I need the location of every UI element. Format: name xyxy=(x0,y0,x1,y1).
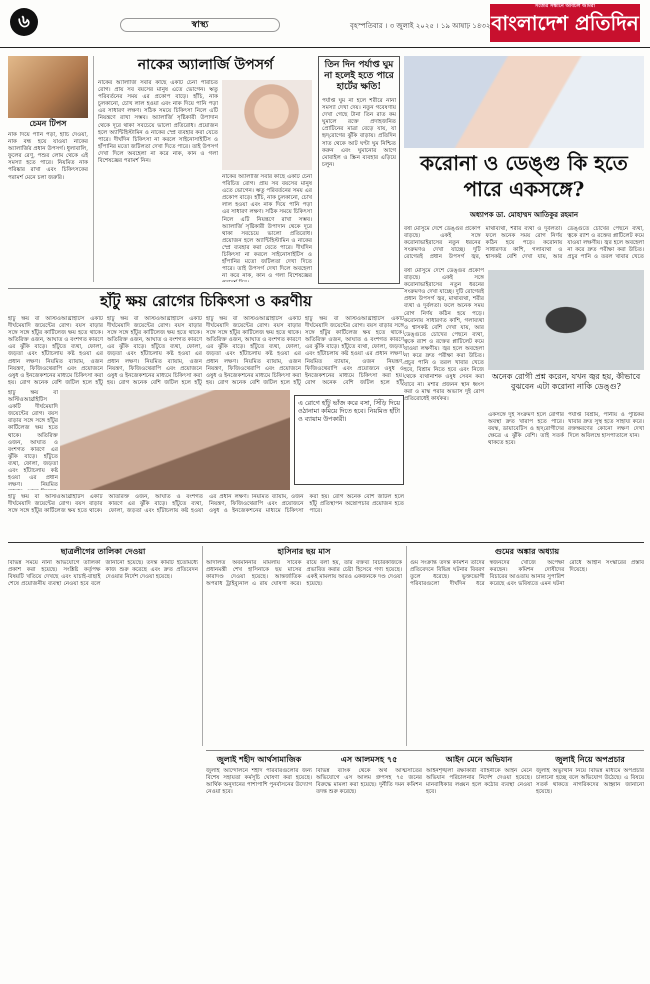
knee-body-text-3: হাঁটু ক্ষয় বা অস্টিওআর্থ্রাইটিস একটি দীর্ঘমেয়াদি জয়েন্টের রোগ। বয়স বাড়ার সঙ্গে সঙ্গে হাঁটুর কার্টিলেজ ক্ষয় হতে থাকে। অতিরিক্ত ওজন, আঘাত ও বংশগত কারণে এর ঝুঁকি বাড়ে। হাঁটুতে ব্যথা, ফোলা, জড়তা এবং হাঁটাচলায় কষ্ট হওয়া এর প্রধান লক্ষণ। নিয়মিত ব্যায়াম, ওজন নিয়ন্ত্রণ, ফিজিওথেরাপি এবং প্রয়োজনে ওষুধ ও ইনজেকশনের মাধ্যমে চিকিৎসা করা হয়। রোগ অনেক বেশি জটিল হলে হাঁটু xyxy=(206,316,301,386)
bottom-mid-text: আদালত অবমাননার মামলায় সাবেক প্রধানমন্ত্রী শেখ হাসিনাকে ছয় মাসের কারাদণ্ড দেওয়া হয়েছে। আন্তর্জাতিক অপরাধ ট্রাইব্যুনাল এ রায় ঘোষণা করে। রায়ে বলা হয়, তাঁর বক্তব্য বিচারকাজকে প্রভাবিত করার চেষ্টা হিসেবে গণ্য হয়েছে। একই মামলায় আরও একজনকে দণ্ড দেওয়া হয়েছে। xyxy=(206,560,402,588)
col4-text: জুলাই অভ্যুত্থান নিয়ে বিভিন্ন মাধ্যমে অপপ্রচার চালানো হচ্ছে বলে অভিযোগ উঠেছে। এ বিষয়ে সতর্ক থাকতে নাগরিকদের আহ্বান জানানো হয়েছে। xyxy=(536,768,644,796)
bottom-left-headline: ছাত্রলীগের তালিকা দেওয়া xyxy=(60,546,146,556)
knee-body-text-2: হাঁটু ক্ষয় বা অস্টিওআর্থ্রাইটিস একটি দীর্ঘমেয়াদি জয়েন্টের রোগ। বয়স বাড়ার সঙ্গে সঙ্গে হাঁটুর কার্টিলেজ ক্ষয় হতে থাকে। অতিরিক্ত ওজন, আঘাত ও বংশগত কারণে এর ঝুঁকি বাড়ে। হাঁটুতে ব্যথা, ফোলা, জড়তা এবং হাঁটাচলায় কষ্ট হওয়া এর প্রধান লক্ষণ। নিয়মিত ব্যায়াম, ওজন নিয়ন্ত্রণ, ফিজিওথেরাপি এবং প্রয়োজনে ওষুধ ও ইনজেকশনের মাধ্যমে চিকিৎসা করা হয়। রোগ অনেক বেশি জটিল হলে হাঁটু xyxy=(107,316,202,386)
masthead-title: বাংলাদেশ প্রতিদিন xyxy=(491,11,639,35)
sleep-body-text: পর্যাপ্ত ঘুম না হলে শরীরে নানা সমস্যা দেখা দেয়। নতুন গবেষণায় দেখা গেছে টানা তিন রাত কম ঘুমালে রক্তে প্রদাহজনিত প্রোটিনের মাত্রা বেড়ে যায়, যা হৃদ্‌রোগের ঝুঁকি বাড়ায়। প্রতিদিন সাত থেকে আট ঘণ্টা ঘুম নিশ্চিত করুন এবং ঘুমানোর আগে মোবাইল ও স্ক্রিন ব্যবহার এড়িয়ে চলুন। xyxy=(322,98,396,168)
dengue-body-col-2: একসঙ্গে দুই সংক্রমণ হলে রোগীর অবস্থা দ্রুত খারাপ হতে পারে। বয়স্ক, ডায়াবেটিস ও হৃদ্‌রোগীদের ক্ষেত্রে এ ঝুঁকি বেশি। তাই সতর্ক থাকতে হবে। xyxy=(488,412,564,447)
knee-body-text-5: হাঁটু ক্ষয় বা অস্টিওআর্থ্রাইটিস একটি দীর্ঘমেয়াদি জয়েন্টের রোগ। বয়স বাড়ার সঙ্গে সঙ্গে হাঁটুর কার্টিলেজ ক্ষয় হতে থাকে। অতিরিক্ত ওজন, আঘাত ও বংশগত কারণে এর ঝুঁকি বাড়ে। হাঁটুতে ব্যথা, ফোলা, জড়তা এবং হাঁটাচলায় কষ্ট হওয়া এর প্রধান লক্ষণ। নিয়মিত xyxy=(8,390,58,489)
knee-quote-text: এ রোগে হাঁটু ভাঁজ করে বসা, সিঁড়ি দিয়ে ওঠানামা কমিয়ে দিতে হবে। নিয়মিত হাঁটা ও ব্যায়াম উপকারী। xyxy=(298,399,400,423)
knee-pull-quote xyxy=(294,395,404,485)
allergy-photo xyxy=(8,56,88,118)
knee-body-text-6: হাঁটু ক্ষয় বা অস্টিওআর্থ্রাইটিস একটি দীর্ঘমেয়াদি জয়েন্টের রোগ। বয়স বাড়ার সঙ্গে সঙ্গে হাঁটুর কার্টিলেজ ক্ষয় হতে থাকে। অতিরিক্ত ওজন, আঘাত ও বংশগত কারণে এর ঝুঁকি বাড়ে। হাঁটুতে ব্যথা, ফোলা, জড়তা এবং হাঁটাচলায় কষ্ট হওয়া এর প্রধান লক্ষণ। নিয়মিত ব্যায়াম, ওজন নিয়ন্ত্রণ, ফিজিওথেরাপি এবং প্রয়োজনে ওষুধ ও ইনজেকশনের মাধ্যমে চিকিৎসা করা হয়। রোগ অনেক বেশি জটিল হলে হাঁটু প্রতিস্থাপন অস্ত্রোপচার প্রয়োজন হতে পারে। xyxy=(8,494,404,515)
bottom-left-text: বিভিন্ন সময়ে নানা অভিযোগে তালিকা প্রকাশ করা হয়েছে। সংশ্লিষ্ট কর্তৃপক্ষ বিষয়টি খতিয়ে দেখছে এবং যাচাই-বাছাই শেষে প্রয়োজনীয় ব্যবস্থা নেওয়া হবে বলে জানানো হয়েছে। তদন্ত কমিটি ইতোমধ্যে কাজ শুরু করেছে এবং দ্রুত প্রতিবেদন দেওয়ার নির্দেশ দেওয়া হয়েছে। xyxy=(8,560,198,588)
knee-headline: হাঁটু ক্ষয় রোগের চিকিৎসা ও করণীয় xyxy=(100,292,312,310)
col3-headline: আইন মেনে অভিযান xyxy=(445,754,513,764)
allergy-sidebar-text: নাক দিয়ে পানি পড়া, হাঁচি দেওয়া, নাক বন্ধ হয়ে যাওয়া নাকের অ্যালার্জির প্রধান উপসর্গ। ধুলাবালি, ফুলের রেণু, পশুর লোম থেকে এই সমস্যা হতে পারে। নিয়মিত নাক পরিষ্কার রাখা এবং চিকিৎসকের পরামর্শ মেনে চলা জরুরি। xyxy=(8,132,88,181)
allergy-photo-caption: চেমন টিপস xyxy=(29,118,67,128)
allergy-body-text: নাকের অ্যালার্জি সবার কাছে একটি চেনা পরিচিত রোগ। প্রায় সব বয়সের মানুষ এতে ভোগেন। ঋতু পরিবর্তনের সময় এর প্রকোপ বাড়ে। হাঁচি, নাক চুলকানো, চোখ লাল হওয়া এবং নাক দিয়ে পানি পড়া এর সাধারণ লক্ষণ। সঠিক সময়ে চিকিৎসা নিলে এটি নিয়ন্ত্রণে রাখা সম্ভব। অ্যালার্জি সৃষ্টিকারী উপাদান থেকে দূরে থাকা সবচেয়ে ভালো প্রতিরোধ। প্রয়োজন হলে অ্যান্টিহিস্টামিন ও নাকের স্প্রে ব্যবহার করা যেতে পারে। দীর্ঘদিন চিকিৎসা না করলে সাইনোসাইটিস ও হাঁপানির মতো জটিলতা দেখা দিতে পারে। তাই উপসর্গ দেখা দিলে অবহেলা না করে নাক, কান ও গলা বিশেষজ্ঞের পরামর্শ নিন। xyxy=(98,80,218,165)
masthead-tagline: সত্যের সন্ধানে অবিচল আমরা xyxy=(535,3,595,9)
allergy-woman-photo xyxy=(222,80,312,170)
knee-body-text-1: হাঁটু ক্ষয় বা অস্টিওআর্থ্রাইটিস একটি দীর্ঘমেয়াদি জয়েন্টের রোগ। বয়স বাড়ার সঙ্গে সঙ্গে হাঁটুর কার্টিলেজ ক্ষয় হতে থাকে। অতিরিক্ত ওজন, আঘাত ও বংশগত কারণে এর ঝুঁকি বাড়ে। হাঁটুতে ব্যথা, ফোলা, জড়তা এবং হাঁটাচলায় কষ্ট হওয়া এর প্রধান লক্ষণ। নিয়মিত ব্যায়াম, ওজন নিয়ন্ত্রণ, ফিজিওথেরাপি এবং প্রয়োজনে ওষুধ ও ইনজেকশনের মাধ্যমে চিকিৎসা করা হয়। রোগ অনেক বেশি জটিল হলে হাঁটু xyxy=(8,316,103,386)
dengue-byline: অধ্যাপক ডা. মোহাম্মদ আতিকুর রহমান xyxy=(469,210,579,219)
dengue-intro-text: বর্ষা মৌসুমে দেশে ডেঙ্গুর প্রকোপ বাড়ছে। একই সঙ্গে করোনাভাইরাসের নতুন ধরনের সংক্রমণও দেখা যাচ্ছে। দুটি রোগেরই প্রধান উপসর্গ জ্বর, মাথাব্যথা, শরীর ব্যথা ও দুর্বলতা। ফলে অনেক সময় রোগ নির্ণয় কঠিন হয়ে পড়ে। করোনায় সাধারণত কাশি, গলাব্যথা ও শ্বাসকষ্ট বেশি দেখা যায়, আর ডেঙ্গুতে চোখের পেছনে ব্যথা, ত্বকে র‍্যাশ ও রক্তের প্লাটিলেট কমে যাওয়া লক্ষণীয়। জ্বর হলে অবহেলা না করে দ্রুত পরীক্ষা করা উচিত। প্রচুর পানি ও তরল খাবার খেতে xyxy=(404,226,644,261)
allergy-headline: নাকের অ্যালার্জি উপসর্গ xyxy=(137,57,274,73)
mosquito-photo xyxy=(488,270,644,370)
knee-body-text-4: হাঁটু ক্ষয় বা অস্টিওআর্থ্রাইটিস একটি দীর্ঘমেয়াদি জয়েন্টের রোগ। বয়স বাড়ার সঙ্গে সঙ্গে হাঁটুর কার্টিলেজ ক্ষয় হতে থাকে। অতিরিক্ত ওজন, আঘাত ও বংশগত কারণে এর ঝুঁকি বাড়ে। হাঁটুতে ব্যথা, ফোলা, জড়তা এবং হাঁটাচলায় কষ্ট হওয়া এর প্রধান লক্ষণ। নিয়মিত ব্যায়াম, ওজন নিয়ন্ত্রণ, ফিজিওথেরাপি এবং প্রয়োজনে ওষুধ ও ইনজেকশনের মাধ্যমে চিকিৎসা করা হয়। রোগ অনেক বেশি জটিল হলে হাঁটু xyxy=(305,316,404,386)
col1-text: জুলাই আন্দোলনে শহীদ পরিবারগুলোর জন্য বিশেষ সহায়তা কর্মসূচি ঘোষণা করা হয়েছে। আর্থিক অনুদানের পাশাপাশি পুনর্বাসনের উদ্যোগ নেওয়া হবে। xyxy=(206,768,312,796)
section-label: স্বাস্থ্য xyxy=(120,18,280,32)
bottom-right-headline: গুমের অঙ্কার অধ্যায় xyxy=(494,546,560,556)
dengue-callout: অনেক রোগী প্রশ্ন করেন, যখন জ্বর হয়, কীভাবে বুঝবেন এটা করোনা নাকি ডেঙ্গু? xyxy=(491,372,641,391)
bottom-right-text: গুম সংক্রান্ত তদন্ত কমিশন তাদের প্রতিবেদনে বিভিন্ন ঘটনার বিবরণ তুলে ধরেছে। ভুক্তভোগী পরিবারগুলো দীর্ঘদিন ধরে স্বজনদের খোঁজে অপেক্ষা করছেন। কমিশন দোষীদের বিচারের আওতায় আনার সুপারিশ করেছে এবং ভবিষ্যতে এমন ঘটনা রোধে আইনি সংস্কারের প্রস্তাব দিয়েছে। xyxy=(410,560,644,588)
page-number: ৬ xyxy=(10,8,38,36)
dengue-body-col-1: বর্ষা মৌসুমে দেশে ডেঙ্গুর প্রকোপ বাড়ছে। একই সঙ্গে করোনাভাইরাসের নতুন ধরনের সংক্রমণও দেখা যাচ্ছে। দুটি রোগেরই প্রধান উপসর্গ জ্বর, মাথাব্যথা, শরীর ব্যথা ও দুর্বলতা। ফলে অনেক সময় রোগ নির্ণয় কঠিন হয়ে পড়ে। করোনায় সাধারণত কাশি, গলাব্যথা ও শ্বাসকষ্ট বেশি দেখা যায়, আর ডেঙ্গুতে চোখের পেছনে ব্যথা, ত্বকে র‍্যাশ ও রক্তের প্লাটিলেট কমে যাওয়া লক্ষণীয়। জ্বর হলে অবহেলা না করে দ্রুত পরীক্ষা করা উচিত। প্রচুর পানি ও তরল খাবার খেতে হবে, বিশ্রাম নিতে হবে এবং নিজে থেকে ব্যথানাশক ওষুধ সেবন করা যাবে না। মশার প্রজনন স্থান ধ্বংস করা ও মাস্ক পরার অভ্যাস দুই রোগ প্রতিরোধেই কার্যকর। xyxy=(404,268,484,402)
dengue-body-col-3: পর্যাপ্ত বিশ্রাম, পানীয় ও পুষ্টিকর খাবার দ্রুত সুস্থ হতে সাহায্য করে। রক্তক্ষরণের কোনো লক্ষণ দেখা দিলে অবিলম্বে হাসপাতালে যান। xyxy=(568,412,644,440)
dengue-child-photo xyxy=(404,56,644,148)
col3-text: আইনশৃঙ্খলা রক্ষাকারী বাহিনীকে আইন মেনে অভিযান পরিচালনার নির্দেশ দেওয়া হয়েছে। মানবাধিকার লঙ্ঘন হলে কঠোর ব্যবস্থা নেওয়া হবে। xyxy=(426,768,532,796)
bottom-mid-headline: হাসিনার ছয় মাস xyxy=(277,546,331,556)
dateline: বৃহস্পতিবার । ৩ জুলাই ২০২৫ । ১৯ আষাঢ় ১৪৩২ xyxy=(350,22,491,30)
knee-photo xyxy=(60,390,290,490)
page-header xyxy=(0,0,650,48)
col2-text: বিভিন্ন ব্যাংক থেকে অর্থ আত্মসাতের অভিযোগে এস আলম গ্রুপসহ ৭৫ জনের বিরুদ্ধে মামলা করা হয়েছে। দুর্নীতি দমন কমিশন তদন্ত শুরু করেছে। xyxy=(316,768,422,796)
allergy-body-text-cont: নাকের অ্যালার্জি সবার কাছে একটি চেনা পরিচিত রোগ। প্রায় সব বয়সের মানুষ এতে ভোগেন। ঋতু পরিবর্তনের সময় এর প্রকোপ বাড়ে। হাঁচি, নাক চুলকানো, চোখ লাল হওয়া এবং নাক দিয়ে পানি পড়া এর সাধারণ লক্ষণ। সঠিক সময়ে চিকিৎসা নিলে এটি নিয়ন্ত্রণে রাখা সম্ভব। অ্যালার্জি সৃষ্টিকারী উপাদান থেকে দূরে থাকা সবচেয়ে ভালো প্রতিরোধ। প্রয়োজন হলে অ্যান্টিহিস্টামিন ও নাকের স্প্রে ব্যবহার করা যেতে পারে। দীর্ঘদিন চিকিৎসা না করলে সাইনোসাইটিস ও হাঁপানির মতো জটিলতা দেখা দিতে পারে। তাই উপসর্গ দেখা দিলে অবহেলা না করে নাক, কান ও গলা বিশেষজ্ঞের xyxy=(222,174,312,280)
dengue-headline: করোনা ও ডেঙ্গু কি হতে পারে একসঙ্গে? xyxy=(420,151,628,201)
col4-headline: জুলাই নিয়ে অপপ্রচার xyxy=(555,754,625,764)
sleep-headline: তিন দিন পর্যাপ্ত ঘুম না হলেই হতে পারে হার্টের ক্ষতি! xyxy=(324,60,394,92)
col1-headline: জুলাই শহীদ আর্থসামাজিক xyxy=(216,754,302,764)
sleep-box xyxy=(318,56,400,284)
masthead-logo xyxy=(490,4,640,42)
col2-headline: এস আলমসহ ৭৫ xyxy=(340,754,398,764)
